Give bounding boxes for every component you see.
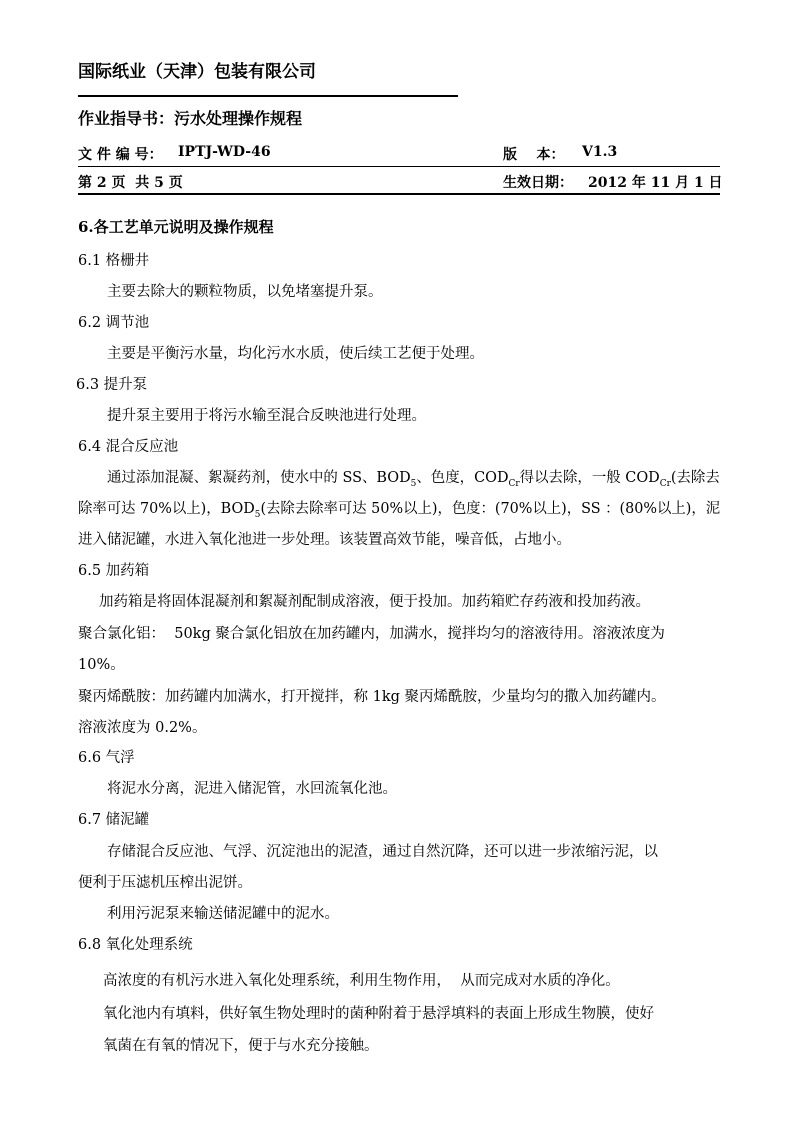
sub-5-2: 5 (254, 509, 261, 520)
s63-text: 提升泵主要用于将污水输至混合反映池进行处理。 (107, 408, 426, 424)
s67-text-1-line-1: 存储混合反应池、气浮、沉淀池出的泥渣，通过自然沉降，还可以进一步浓缩污泥，以 (107, 844, 658, 860)
version-value: V1.3 (582, 144, 618, 160)
s65-text-3-line-1: 聚丙烯酰胺：加药罐内加满水，打开搅拌，称 1kg 聚丙烯酰胺，少量均匀的撒入加药罐内。 (78, 689, 666, 705)
s68-title: 6.8 氧化处理系统 (78, 937, 193, 953)
section-title: 6.各工艺单元说明及操作规程 (78, 218, 274, 236)
header-rule-short (78, 95, 458, 97)
sub-cr: Cr (508, 478, 520, 489)
s61-title: 6.1 格栅井 (78, 253, 150, 269)
s64-line-1-a: 通过添加混凝、絮凝药剂，使水中的 SS、BOD (107, 470, 411, 486)
version-label: 版 本： (503, 147, 565, 163)
doc-number: IPTJ-WD-46 (178, 144, 271, 160)
s64-title: 6.4 混合反应池 (78, 439, 179, 455)
s65-text-2-line-1: 聚合氯化铝： 50kg 聚合氯化铝放在加药罐内，加满水，搅拌均匀的溶液待用。溶液浓度为 (78, 626, 665, 642)
s63-title: 6.3 提升泵 (76, 377, 148, 393)
s68-text-2-line-2: 氧菌在有氧的情况下，便于与水充分接触。 (103, 1038, 379, 1054)
s61-text: 主要去除大的颗粒物质，以免堵塞提升泵。 (107, 284, 383, 300)
s66-title: 6.6 气浮 (78, 750, 135, 766)
s64-line-2-a: 除率可达 70%以上)，BOD (78, 501, 255, 517)
sub-cr-2: Cr (659, 478, 671, 489)
s65-title: 6.5 加药箱 (78, 563, 150, 579)
header-rule-1 (78, 166, 720, 167)
s66-text: 将泥水分离，泥进入储泥管，水回流氧化池。 (107, 781, 397, 797)
s67-title: 6.7 储泥罐 (78, 812, 150, 828)
document-title: 作业指导书：污水处理操作规程 (78, 109, 303, 128)
company-name: 国际纸业（天津）包装有限公司 (78, 62, 316, 82)
effective-date: 2012 年 11 月 1 日 (588, 175, 723, 191)
header-rule-2 (78, 193, 720, 195)
sub-5: 5 (410, 478, 417, 489)
s64-line-3: 进入储泥罐，水进入氧化池进一步处理。该装置高效节能，噪音低，占地小。 (78, 532, 571, 548)
s62-text: 主要是平衡污水量，均化污水水质，使后续工艺便于处理。 (107, 346, 484, 362)
effective-date-label: 生效日期： (503, 175, 573, 191)
page-info: 第 2 页 共 5 页 (78, 175, 183, 191)
s64-line-1-d: (去除去 (670, 470, 720, 486)
s64-line-1 (107, 466, 720, 489)
s65-text-1: 加药箱是将固体混凝剂和絮凝剂配制成溶液，便于投加。加药箱贮存药液和投加药液。 (99, 594, 650, 610)
s68-text-2-line-1: 氧化池内有填料，供好氧生物处理时的菌种附着于悬浮填料的表面上形成生物膜，使好 (103, 1006, 654, 1022)
s67-text-1-line-2: 便利于压滤机压榨出泥饼。 (78, 875, 252, 891)
s64-line-1-c: 得以去除，一般 COD (519, 470, 660, 486)
s64-line-2-b: (去除去除率可达 50%以上)，色度：(70%以上)，SS ：(80%以上)，泥 (260, 501, 721, 517)
s65-text-3-line-2: 溶液浓度为 0.2%。 (78, 720, 207, 736)
s68-text-1: 高浓度的有机污水进入氧化处理系统，利用生物作用， 从而完成对水质的净化。 (103, 973, 620, 989)
doc-number-label: 文 件 编 号： (78, 147, 163, 163)
s64-line-2 (78, 497, 720, 520)
s62-title: 6.2 调节池 (78, 315, 150, 331)
s64-line-1-b: 、色度，COD (416, 470, 509, 486)
s67-text-2: 利用污泥泵来输送储泥罐中的泥水。 (107, 906, 339, 922)
s65-text-2-line-2: 10%。 (78, 657, 125, 673)
